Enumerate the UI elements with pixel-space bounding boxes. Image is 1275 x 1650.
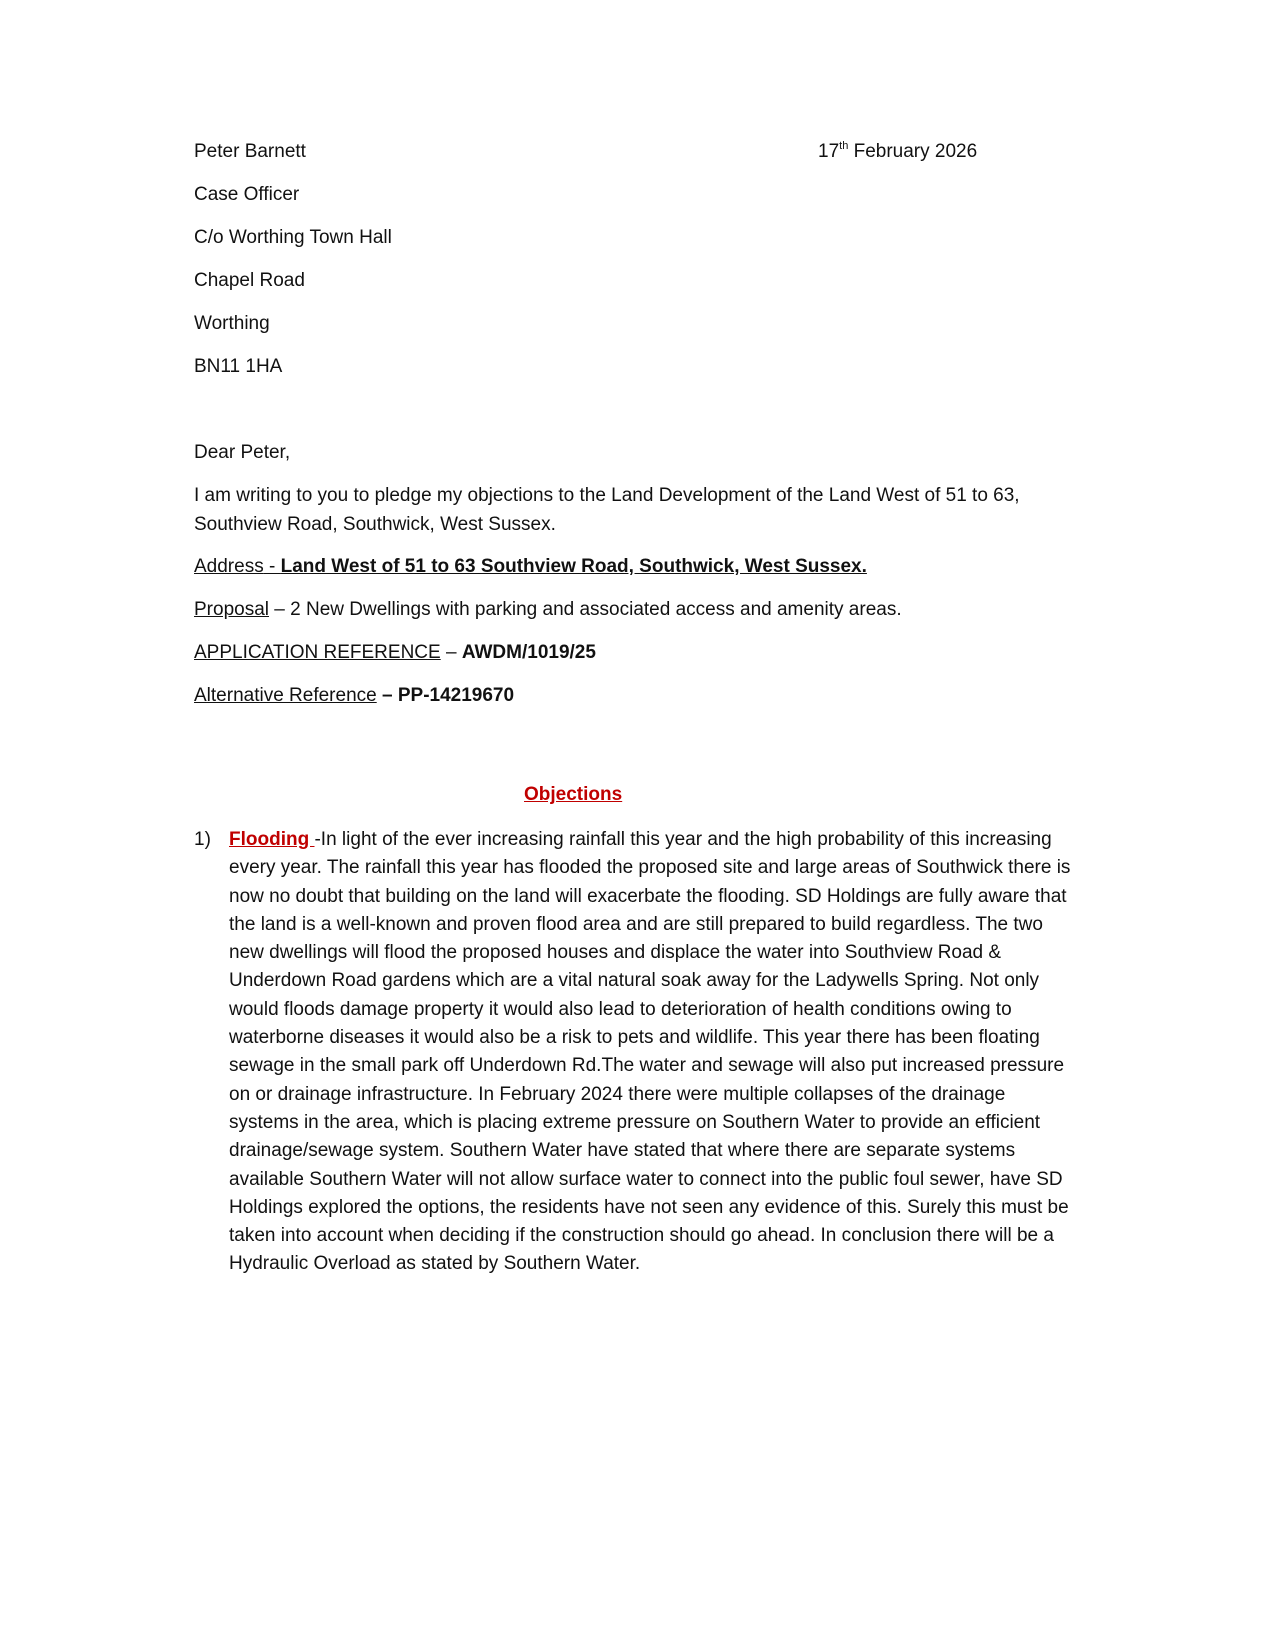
- recipient-name: Peter Barnett: [194, 141, 306, 162]
- objection-number: 1): [194, 829, 211, 850]
- recipient-address-line1: C/o Worthing Town Hall: [194, 227, 392, 248]
- address-label: Address: [194, 556, 264, 577]
- salutation: Dear Peter,: [194, 442, 291, 463]
- alt-ref-value: – PP-14219670: [376, 685, 515, 706]
- recipient-postcode: BN11 1HA: [194, 356, 283, 377]
- proposal-label: Proposal: [194, 599, 269, 620]
- recipient-address-line2: Chapel Road: [194, 270, 305, 291]
- proposal-detail: [194, 596, 902, 624]
- recipient-role: Case Officer: [194, 184, 300, 205]
- proposal-value: – 2 New Dwellings with parking and associated access and amenity areas.: [269, 599, 902, 620]
- alternative-reference: [194, 682, 514, 710]
- objection-text: -In light of the ever increasing rainfall this year and the high probability of this increasing every year. The rainfall this year has flooded the proposed site and large areas of Southwick there is now no doubt that building on the land will exacerbate the flooding. SD Holdings are fully aware that the land is a well-known and proven flood area and are still prepared to build regardless. The two new dwellings will flood the proposed houses and displace the water into Southview Road & Underdown Road gardens which are a vital natural soak away for the Ladywells Spring. Not only would floods damage property it would also lead to deterioration of health conditions owing to waterborne diseases it would also be a risk to pets and wildlife. This year there has been floating sewage in the small park off Underdown Rd.The water and sewage will also put increased pressure on or drainage infrastructure. In February 2024 there were multiple collapses of the drainage systems in the area, which is placing extreme pressure on Southern Water to provide an efficient drainage/sewage system. Southern Water have stated that where there are separate systems available Southern Water will not allow surface water to connect into the public foul sewer, have SD Holdings explored the options, the residents have not seen any evidence of this. Surely this must be taken into account when deciding if the construction should go ahead. In conclusion there will be a Hydraulic Overload as stated by Southern Water.: [229, 829, 1071, 1275]
- letter-date: [818, 138, 977, 166]
- address-separator: -: [263, 556, 281, 577]
- objection-title: Flooding: [229, 829, 315, 850]
- application-reference: [194, 639, 596, 667]
- alt-ref-label: Alternative Reference: [194, 685, 377, 706]
- objections-heading: Objections: [524, 784, 623, 805]
- objection-item: [229, 826, 1079, 1279]
- date-month-year: February 2026: [848, 141, 978, 162]
- address-detail: [194, 553, 867, 581]
- app-ref-label: APPLICATION REFERENCE: [194, 642, 441, 663]
- date-day: 17: [818, 141, 840, 162]
- app-ref-value: AWDM/1019/25: [461, 642, 596, 663]
- app-ref-separator: –: [440, 642, 462, 663]
- date-suffix: th: [839, 140, 849, 152]
- address-value: Land West of 51 to 63 Southview Road, Southwick, West Sussex.: [280, 556, 867, 577]
- recipient-town: Worthing: [194, 313, 270, 334]
- intro-paragraph: I am writing to you to pledge my objections to the Land Development of the Land West of 51 to 63, Southview Road, Southwick, West Sussex.: [194, 485, 1020, 535]
